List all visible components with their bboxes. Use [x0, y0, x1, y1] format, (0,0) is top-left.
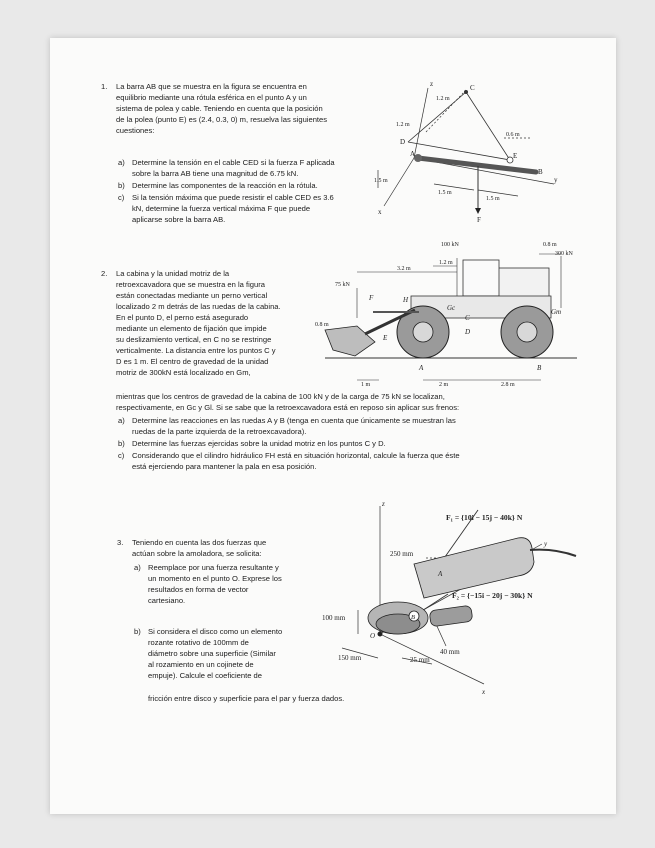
point-label: D: [465, 328, 471, 336]
cabin: [463, 260, 499, 296]
dimension-label: 0.8 m: [315, 322, 329, 328]
force-f2-label: F₂ = {−15i − 20j − 30k} N: [452, 591, 533, 600]
dimension-label: 150 mm: [338, 654, 362, 662]
problem-1c: c) Si la tensión máxima que puede resistir el cable CED es 3.6 kN, determine la fuerza vertical máxima F que puede aplicarse sobre la barra AB.: [118, 193, 334, 224]
problem-1b: b) Determine las componentes de la reacción en la rótula.: [118, 181, 318, 190]
text-line: localizado 2 m detrás de las ruedas de la cabina.: [116, 302, 281, 311]
problem-3-number: 3.: [117, 538, 124, 547]
cable-ce: [466, 92, 510, 160]
dimension-label: 3.2 m: [397, 266, 411, 272]
dimension-label: 100 mm: [322, 614, 346, 622]
text-line: mientras que los centros de gravedad de la cabina de 100 kN y de la carga de 75 kN se localizan,: [116, 392, 445, 401]
dim-line: [436, 624, 446, 646]
axis-label: y: [554, 176, 558, 184]
point-label: B: [537, 364, 542, 372]
origin-o: [378, 632, 383, 637]
text-line: La cabina y la unidad motriz de la: [116, 269, 230, 278]
angle-grinder-figure: [318, 498, 580, 698]
dimension-label: 1.2 m: [439, 260, 453, 266]
x-axis: [384, 158, 414, 206]
point-label: O: [370, 632, 376, 640]
force-label: 75 kN: [335, 282, 350, 288]
point-label: H: [403, 296, 409, 304]
dimension-label: 25 mm: [410, 656, 430, 664]
z-axis: [414, 88, 428, 158]
point-label: E: [513, 152, 518, 160]
problem-2b: b) Determine las fuerzas ejercidas sobre la unidad motriz en los puntos C y D.: [118, 439, 386, 448]
text-line: actúan sobre la amoladora, se solicita:: [132, 549, 262, 558]
text-line: su deslizamiento vertical, en C no se restringe: [116, 335, 272, 344]
point-label: C: [465, 314, 470, 322]
x-axis: [380, 634, 484, 684]
text-line: cuestiones:: [116, 126, 155, 135]
problem-3a: a) Reemplace por una fuerza resultante y un momento en el punto O. Exprese los resultados en forma de vector cartesiano.: [134, 563, 282, 605]
problem-2-statement-narrow: [116, 268, 312, 378]
point-label: A: [419, 364, 424, 372]
text-line: motriz de 300kN está localizado en Gm,: [116, 368, 251, 377]
force-label: 300 kN: [555, 251, 573, 257]
point-label: B: [538, 168, 543, 176]
point-label: Gc: [447, 304, 456, 312]
text-line: sistema de polea y cable. Teniendo en cuenta que la posición: [116, 104, 323, 113]
grinder-body: [414, 538, 534, 598]
dimension-label: 2.8 m: [501, 382, 515, 388]
text-line: respectivamente, en Gc y Gl. Si se sabe que la retroexcavadora está en reposo sin aplicar sus frenos:: [116, 403, 460, 412]
point-label: F: [477, 216, 481, 224]
dimension-label: 2 m: [439, 382, 449, 388]
dimension-label: 0.8 m: [543, 242, 557, 248]
text-line: verticalmente. La distancia entre los puntos C y: [116, 346, 276, 355]
force-label: 100 kN: [441, 242, 459, 248]
dimension-label: 1.5 m: [438, 190, 452, 196]
front-hub: [413, 322, 433, 342]
text-line: D es 1 m. El centro de gravedad de la unidad: [116, 357, 269, 366]
dimension-label: 1.2 m: [436, 96, 450, 102]
problem-2c: c) Considerando que el cilindro hidráulico FH está en situación horizontal, calcule la fuerza que éste está ejerciendo para mantener la pala en esa posición.: [118, 451, 460, 471]
point-label: B: [411, 614, 415, 621]
dimension-label: 1.5 m: [374, 178, 388, 184]
problem-3b: b) Si considera el disco como un elemento rozante rotativo de 100mm de diámetro sobre una superficie (Similar al rozamiento en un cojinete de empuje). Calcule el coeficiente de: [134, 627, 283, 680]
problem-1-number: 1.: [101, 82, 108, 91]
point-label: A: [438, 570, 443, 578]
text-line: Teniendo en cuenta las dos fuerzas que: [132, 538, 267, 547]
point-label: D: [400, 138, 406, 146]
arrowhead: [475, 208, 481, 214]
axis-label: y: [544, 540, 548, 548]
point-label: Gm: [551, 308, 562, 316]
ball-joint-a: [414, 154, 422, 162]
text-line: En el punto D, el perno está asegurado: [116, 313, 249, 322]
dimension-label: 40 mm: [440, 648, 460, 656]
side-handle: [429, 605, 473, 627]
text-line: equilibrio mediante una rótula esférica en el punto A y un: [116, 93, 307, 102]
problem-2-number: 2.: [101, 269, 108, 278]
axis-label: z: [382, 500, 385, 508]
problem-1-statement: [116, 81, 366, 136]
text-line: están conectadas mediante un perno vertical: [116, 291, 268, 300]
force-f1-label: F₁ = {10i − 15j − 40k} N: [446, 513, 523, 522]
text-line: La barra AB que se muestra en la figura se encuentra en: [116, 82, 307, 91]
text-line: de la polea (punto E) es (2.4, 0.3, 0) m, resuelva las siguientes: [116, 115, 328, 124]
point-label: C: [470, 84, 475, 92]
dimension-label: 250 mm: [390, 550, 414, 558]
point-label: F: [369, 294, 374, 302]
problem-3b-last-line: fricción entre disco y superficie para el par y fuerza dados.: [148, 694, 345, 703]
dimension-label: 0.6 m: [506, 132, 520, 138]
point-c: [464, 90, 468, 94]
backhoe-figure: [315, 238, 580, 390]
axis-label: x: [378, 208, 382, 216]
point-label: E: [383, 334, 388, 342]
problem-1a: a) Determine la tensión en el cable CED si la fuerza F aplicada sobre la barra AB tiene una magnitud de 6.75 kN.: [118, 158, 335, 178]
text-line: retroexcavadora que se muestra en la figura: [116, 280, 266, 289]
dimension-label: 1.2 m: [396, 122, 410, 128]
problem-2a: a) Determine las reacciones en las ruedas A y B (tenga en cuenta que únicamente se muestran las ruedas de la parte izquierda de la retroexcavadora).: [118, 416, 456, 436]
axis-label: x: [482, 688, 486, 696]
axis-label: z: [430, 80, 434, 88]
point-label: A: [410, 150, 416, 158]
problem-3-intro: [132, 537, 312, 559]
problem-2-statement-wide: [116, 391, 556, 413]
dimension-label: 1 m: [361, 382, 371, 388]
bar-pulley-figure: [374, 76, 562, 224]
rear-hub: [517, 322, 537, 342]
dimension-label: 1.5 m: [486, 196, 500, 202]
power-cord: [530, 550, 576, 556]
text-line: mediante un elemento de fijación que impide: [116, 324, 267, 333]
bucket: [325, 326, 375, 356]
